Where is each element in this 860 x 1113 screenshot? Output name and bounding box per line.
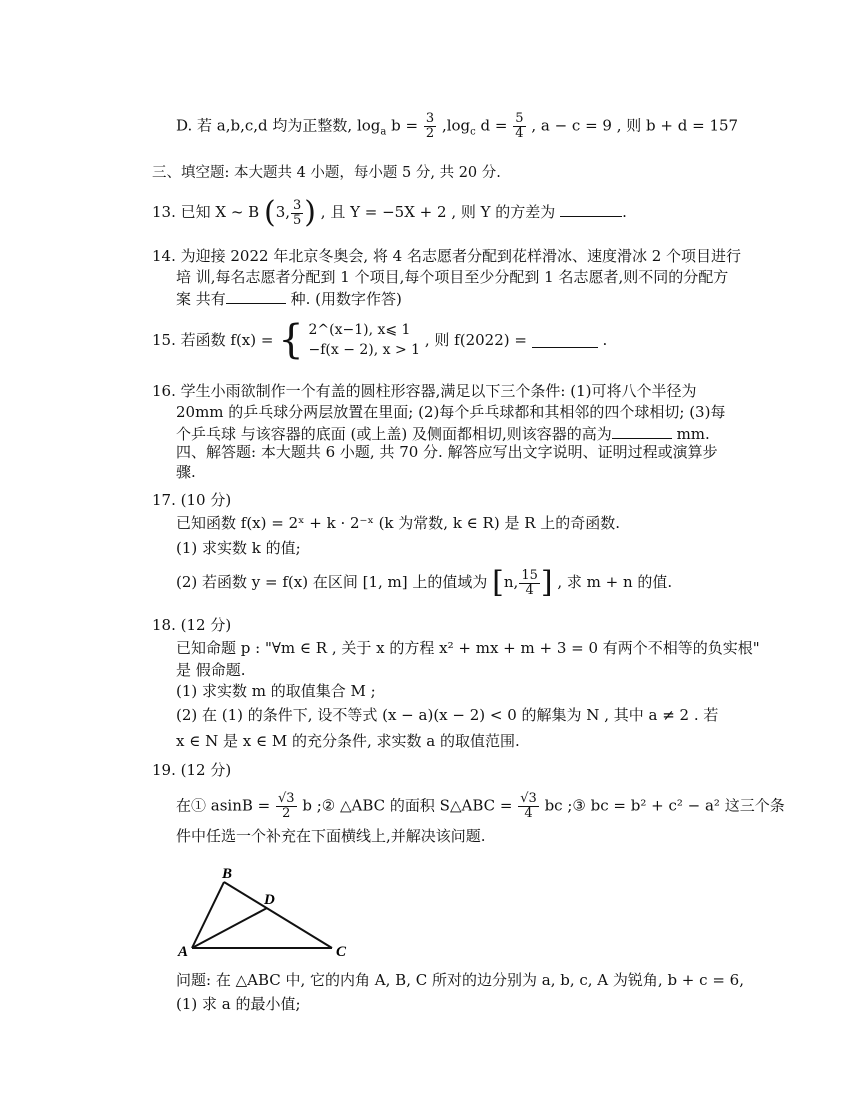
- question-18-line2: 是 假命题.: [176, 661, 246, 679]
- q17-line3b: , 求 m + n 的值.: [557, 573, 673, 591]
- q19-num2: √3: [520, 791, 537, 806]
- question-16-line2: 20mm 的乒乓球分两层放置在里面; (2)每个乒乓球都和其相邻的四个球相切; (3)每: [176, 403, 726, 421]
- q17-frac: [519, 569, 540, 598]
- q19-l1a: 在① asinB =: [176, 796, 271, 815]
- q15-end: .: [602, 331, 608, 349]
- q15-case1: 2^(x−1), x⩽ 1: [308, 322, 411, 338]
- q19-den2: 4: [524, 806, 533, 821]
- question-19-line3: 问题: 在 △ABC 中, 它的内角 A, B, C 所对的边分别为 a, b, c, A 为锐角, b + c = 6,: [176, 971, 744, 989]
- question-15: [152, 317, 608, 366]
- q12d-num2: 5: [515, 111, 524, 126]
- question-18-head: 18. (12 分): [152, 616, 232, 634]
- question-17-line3: [176, 565, 673, 600]
- q12d-expr-d: d =: [480, 116, 508, 135]
- section-3-heading: 三、填空题: 本大题共 4 小题，每小题 5 分, 共 20 分.: [152, 165, 501, 181]
- question-17-head: 17. (10 分): [152, 491, 232, 509]
- q15-cases: [308, 320, 420, 360]
- q12d-den2: 4: [515, 126, 524, 141]
- q12d-expr-e: , a − c = 9 , 则 b + d = 157: [531, 116, 739, 135]
- q16-line3b: mm.: [676, 425, 710, 443]
- question-14-line1: 14. 为迎接 2022 年北京冬奥会, 将 4 名志愿者分配到花样滑冰、速度滑冰 2 个项目进行: [152, 247, 742, 265]
- q15-answer-blank[interactable]: [532, 332, 598, 348]
- q13-post: , 且 Y = −5X + 2 , 则 Y 的方差为: [320, 203, 556, 221]
- q19-den1: 2: [282, 806, 291, 821]
- section-4-heading: 四、解答题: 本大题共 6 小题, 共 70 分. 解答应写出文字说明、证明过程或演算步: [176, 443, 718, 461]
- q12d-log-c: ,log: [441, 116, 471, 135]
- q19-l1c: bc ;③ bc = b² + c² − a² 这三个条: [544, 796, 785, 815]
- q17-rbracket: ]: [540, 565, 553, 600]
- q14-answer-blank[interactable]: [226, 288, 286, 304]
- q12d-expr-b: b =: [391, 116, 419, 135]
- question-17-line2: (1) 求实数 k 的值;: [176, 539, 301, 557]
- label-a: A: [178, 944, 189, 960]
- q14-line3a: 案 共有: [176, 290, 226, 308]
- question-19-head: 19. (12 分): [152, 761, 232, 779]
- question-18-line3: (1) 求实数 m 的取值集合 M ;: [176, 682, 376, 700]
- q13-a: 3,: [275, 203, 291, 221]
- q17-den: 4: [525, 582, 534, 598]
- question-16-line1: 16. 学生小雨欲制作一个有盖的圆柱形容器,满足以下三个条件: (1)可将八个半径为: [152, 382, 697, 400]
- q13-num: 3: [293, 197, 302, 213]
- q13-end: .: [622, 203, 627, 221]
- q12d-frac1: [424, 112, 436, 141]
- question-14-line2: 培 训,每名志愿者分配到 1 个项目,每个项目至少分配到 1 名志愿者,则不同的分配方: [176, 268, 729, 286]
- q15-brace: {: [278, 317, 304, 363]
- q12d-label: D. 若 a,b,c,d 均为正整数,: [176, 116, 353, 135]
- q12d-den1: 2: [425, 126, 435, 141]
- q16-answer-blank[interactable]: [612, 423, 672, 439]
- label-c: C: [336, 944, 347, 960]
- q13-frac: [291, 199, 303, 228]
- label-b: B: [222, 866, 233, 882]
- q19-frac2: [518, 792, 539, 821]
- question-13: [152, 195, 627, 230]
- q12-option-d: D. 若 a,b,c,d 均为正整数, $\log_a b$ = $\frac{3}{2}$ $,\log_c$ d = $\frac{5}{4}$ , a − c = 9 , 则 b + d = 157: [176, 111, 739, 141]
- question-19-line1: [176, 792, 785, 821]
- edge-ab: [192, 882, 224, 948]
- q13-lparen: (: [263, 195, 276, 230]
- section-4-heading-cont: 骤.: [176, 463, 196, 481]
- q17-lbracket: [: [492, 565, 504, 600]
- q13-answer-blank[interactable]: [560, 201, 622, 217]
- question-18-line1: 已知命题 p : "∀m ∈ R , 关于 x 的方程 x² + mx + m + 3 = 0 有两个不相等的负实根": [176, 639, 760, 657]
- question-19-line4: (1) 求 a 的最小值;: [176, 995, 301, 1013]
- triangle-figure: [172, 864, 352, 960]
- question-17-line1: 已知函数 f(x) = 2ˣ + k · 2⁻ˣ (k 为常数, k ∈ R) 是 R 上的奇函数.: [176, 514, 621, 532]
- question-18-line4: (2) 在 (1) 的条件下, 设不等式 (x − a)(x − 2) < 0 的解集为 N , 其中 a ≠ 2 . 若: [176, 706, 719, 724]
- q17-num: 15: [521, 567, 538, 583]
- q14-line3b: 种. (用数字作答): [290, 290, 402, 308]
- question-14-line3: [176, 288, 402, 309]
- segment-ad: [192, 908, 267, 948]
- q16-line3a: 个乒乓球 与该容器的底面 (或上盖) 及侧面都相切,则该容器的高为: [176, 425, 612, 443]
- q12d-log-a: log: [356, 116, 381, 135]
- question-18-line5: x ∈ N 是 x ∈ M 的充分条件, 求实数 a 的取值范围.: [176, 732, 520, 750]
- edge-bc: [224, 882, 332, 948]
- label-d: D: [264, 892, 275, 908]
- q17-n: n,: [503, 573, 519, 591]
- q15-case2: −f(x − 2), x > 1: [308, 342, 421, 358]
- q19-num1: √3: [278, 791, 295, 806]
- q19-l1b: b ;② △ABC 的面积 S△ABC =: [302, 796, 513, 815]
- q15-mid: , 则 f(2022) =: [424, 331, 527, 349]
- q12d-num1: 3: [425, 111, 435, 126]
- question-19-line2: 件中任选一个补充在下面横线上,并解决该问题.: [176, 827, 486, 845]
- q17-line3a: (2) 若函数 y = f(x) 在区间 [1, m] 上的值域为: [176, 573, 488, 591]
- q13-pre: 13. 已知 X ~ B: [152, 203, 260, 221]
- q13-rparen: ): [304, 195, 317, 230]
- q12d-frac2: [513, 112, 525, 141]
- q13-den: 5: [293, 212, 302, 228]
- question-16-line3: [176, 423, 710, 444]
- q15-pre: 15. 若函数 f(x) =: [152, 331, 274, 349]
- q19-frac1: [276, 792, 297, 821]
